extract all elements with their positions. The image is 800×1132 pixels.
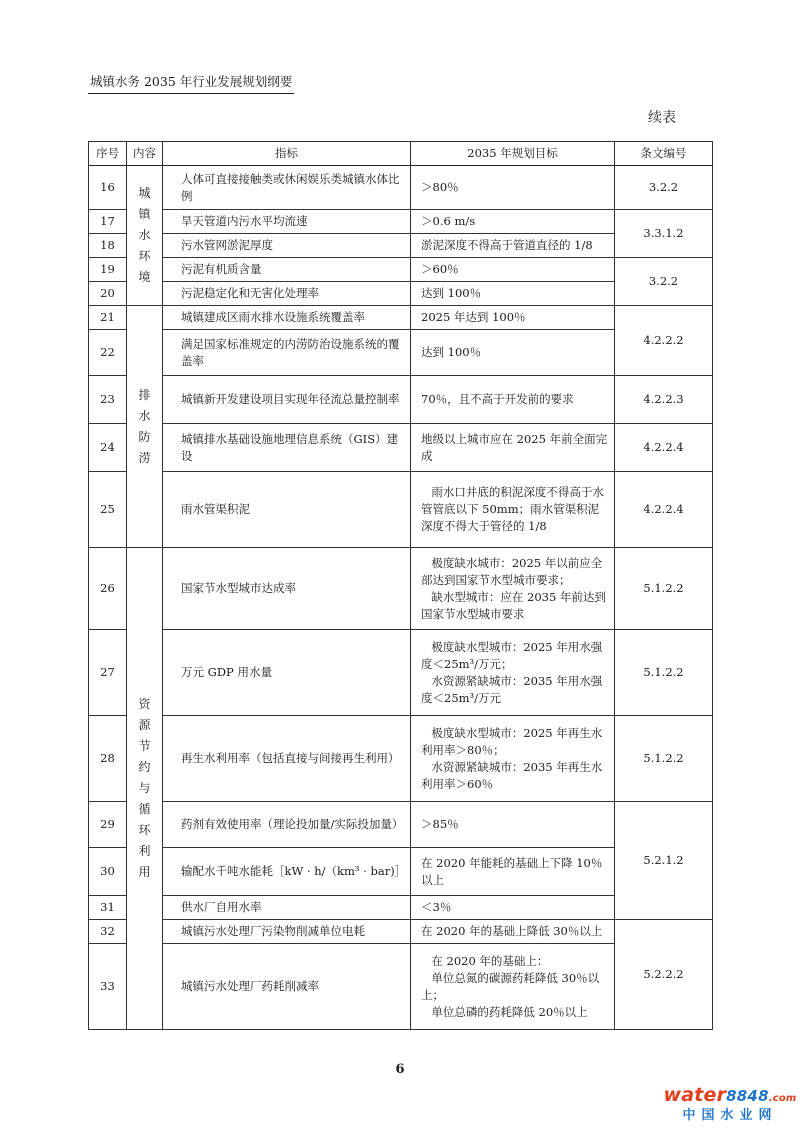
indicator-cell: 满足国家标准规定的内涝防治设施系统的覆盖率 <box>163 330 411 376</box>
table-row <box>89 716 713 802</box>
row-number: 27 <box>89 630 127 716</box>
clause-cell: 4.2.2.3 <box>615 376 713 424</box>
row-number: 21 <box>89 306 127 330</box>
indicator-cell: 污水管网淤泥厚度 <box>163 234 411 258</box>
target-line: 雨水口井底的积泥深度不得高于水管管底以下 50mm；雨水管渠积泥深度不得大于管径的 1/8 <box>421 485 604 533</box>
category-label: 城镇水环境 <box>138 186 151 284</box>
site-watermark-logo <box>662 1084 798 1123</box>
watermark-brand <box>662 1084 798 1106</box>
clause-cell: 5.2.1.2 <box>615 802 713 920</box>
clause-cell: 5.1.2.2 <box>615 548 713 630</box>
header-category: 内容 <box>127 142 163 166</box>
page-number: 6 <box>395 1062 405 1077</box>
indicator-cell: 输配水千吨水能耗［kW · h/（km³ · bar)］ <box>163 848 411 896</box>
target-cell: 地级以上城市应在 2025 年前全面完成 <box>411 424 615 472</box>
target-cell: 在 2020 年的基础上降低 30％以上 <box>411 920 615 944</box>
table-row <box>89 548 713 630</box>
indicator-cell: 供水厂自用水率 <box>163 896 411 920</box>
target-cell <box>411 548 615 630</box>
row-number: 33 <box>89 944 127 1030</box>
row-number: 25 <box>89 472 127 548</box>
indicator-cell: 万元 GDP 用水量 <box>163 630 411 716</box>
indicator-cell: 城镇排水基础设施地理信息系统（GIS）建设 <box>163 424 411 472</box>
indicator-cell: 药剂有效使用率（理论投加量/实际投加量） <box>163 802 411 848</box>
header-clause: 条文编号 <box>615 142 713 166</box>
row-number: 32 <box>89 920 127 944</box>
target-cell <box>411 716 615 802</box>
table-row <box>89 258 713 282</box>
target-cell: 2025 年达到 100％ <box>411 306 615 330</box>
clause-cell: 3.3.1.2 <box>615 210 713 258</box>
target-line: 单位总氮的碳源药耗降低 30％以上； <box>421 970 600 1002</box>
target-cell: ＞85％ <box>411 802 615 848</box>
indicator-cell: 再生水利用率（包括直接与间接再生利用） <box>163 716 411 802</box>
table-row <box>89 166 713 210</box>
category-label: 排水防涝 <box>138 387 151 465</box>
clause-cell: 5.2.2.2 <box>615 920 713 1030</box>
target-cell: 淤泥深度不得高于管道直径的 1/8 <box>411 234 615 258</box>
table-header-row <box>89 142 713 166</box>
target-cell: ＜3％ <box>411 896 615 920</box>
indicator-cell: 城镇污水处理厂药耗削减率 <box>163 944 411 1030</box>
watermark-suffix: .com <box>768 1093 797 1104</box>
target-cell: 70％，且不高于开发前的要求 <box>411 376 615 424</box>
table-row <box>89 802 713 848</box>
clause-cell: 5.1.2.2 <box>615 630 713 716</box>
row-number: 30 <box>89 848 127 896</box>
target-cell: 达到 100％ <box>411 330 615 376</box>
header-no: 序号 <box>89 142 127 166</box>
target-cell: ＞80％ <box>411 166 615 210</box>
target-cell: 达到 100％ <box>411 282 615 306</box>
indicator-cell: 城镇建成区雨水排水设施系统覆盖率 <box>163 306 411 330</box>
target-line: 极度缺水型城市：2025 年再生水利用率＞80％； <box>421 725 603 757</box>
row-number: 22 <box>89 330 127 376</box>
row-number: 20 <box>89 282 127 306</box>
indicator-cell: 国家节水型城市达成率 <box>163 548 411 630</box>
clause-cell: 3.2.2 <box>615 166 713 210</box>
table-row <box>89 630 713 716</box>
clause-cell: 5.1.2.2 <box>615 716 713 802</box>
header-target: 2035 年规划目标 <box>411 142 615 166</box>
target-line: 单位总磷的药耗降低 20％以上 <box>431 1004 588 1019</box>
running-header: 城镇水务 2035 年行业发展规划纲要 <box>88 72 294 94</box>
watermark-subtitle: 中国水业网 <box>682 1108 778 1123</box>
continued-label: 续表 <box>648 110 676 126</box>
target-cell <box>411 630 615 716</box>
row-number: 23 <box>89 376 127 424</box>
watermark-digits: 8848 <box>726 1087 769 1105</box>
category-water-environment <box>127 166 163 306</box>
indicator-cell: 人体可直接接触类或休闲娱乐类城镇水体比例 <box>163 166 411 210</box>
indicator-cell: 城镇新开发建设项目实现年径流总量控制率 <box>163 376 411 424</box>
header-indicator: 指标 <box>163 142 411 166</box>
row-number: 18 <box>89 234 127 258</box>
row-number: 29 <box>89 802 127 848</box>
watermark-brand-text: water <box>663 1084 727 1106</box>
table-row <box>89 472 713 548</box>
indicator-cell: 城镇污水处理厂污染物削减单位电耗 <box>163 920 411 944</box>
target-cell <box>411 944 615 1030</box>
clause-cell: 4.2.2.2 <box>615 306 713 376</box>
indicator-cell: 雨水管渠积泥 <box>163 472 411 548</box>
category-label: 资源节约与循环利用 <box>138 697 151 879</box>
table-row <box>89 376 713 424</box>
row-number: 17 <box>89 210 127 234</box>
target-line: 水资源紧缺城市：2035 年用水强度＜25m³/万元 <box>421 673 603 705</box>
target-line: 极度缺水型城市：2025 年用水强度＜25m³/万元； <box>421 639 603 671</box>
clause-cell: 4.2.2.4 <box>615 424 713 472</box>
target-cell: ＞60％ <box>411 258 615 282</box>
row-number: 19 <box>89 258 127 282</box>
clause-cell: 4.2.2.4 <box>615 472 713 548</box>
table-row <box>89 424 713 472</box>
target-line: 在 2020 年的基础上： <box>431 953 549 968</box>
target-line: 极度缺水城市：2025 年以前应全部达到国家节水型城市要求； <box>421 555 603 587</box>
clause-cell: 3.2.2 <box>615 258 713 306</box>
row-number: 28 <box>89 716 127 802</box>
row-number: 24 <box>89 424 127 472</box>
indicator-cell: 污泥稳定化和无害化处理率 <box>163 282 411 306</box>
target-cell: ＞0.6 m/s <box>411 210 615 234</box>
target-line: 缺水型城市：应在 2035 年前达到国家节水型城市要求 <box>421 589 606 621</box>
target-cell: 在 2020 年能耗的基础上下降 10％以上 <box>411 848 615 896</box>
table-row <box>89 306 713 330</box>
row-number: 16 <box>89 166 127 210</box>
table-row <box>89 210 713 234</box>
indicator-table <box>88 141 713 1030</box>
indicator-cell: 污泥有机质含量 <box>163 258 411 282</box>
table-row <box>89 920 713 944</box>
target-cell <box>411 472 615 548</box>
target-line: 水资源紧缺城市：2035 年再生水利用率＞60％ <box>421 759 603 791</box>
row-number: 26 <box>89 548 127 630</box>
indicator-cell: 旱天管道内污水平均流速 <box>163 210 411 234</box>
row-number: 31 <box>89 896 127 920</box>
category-drainage <box>127 306 163 548</box>
category-resource-recycling <box>127 548 163 1030</box>
